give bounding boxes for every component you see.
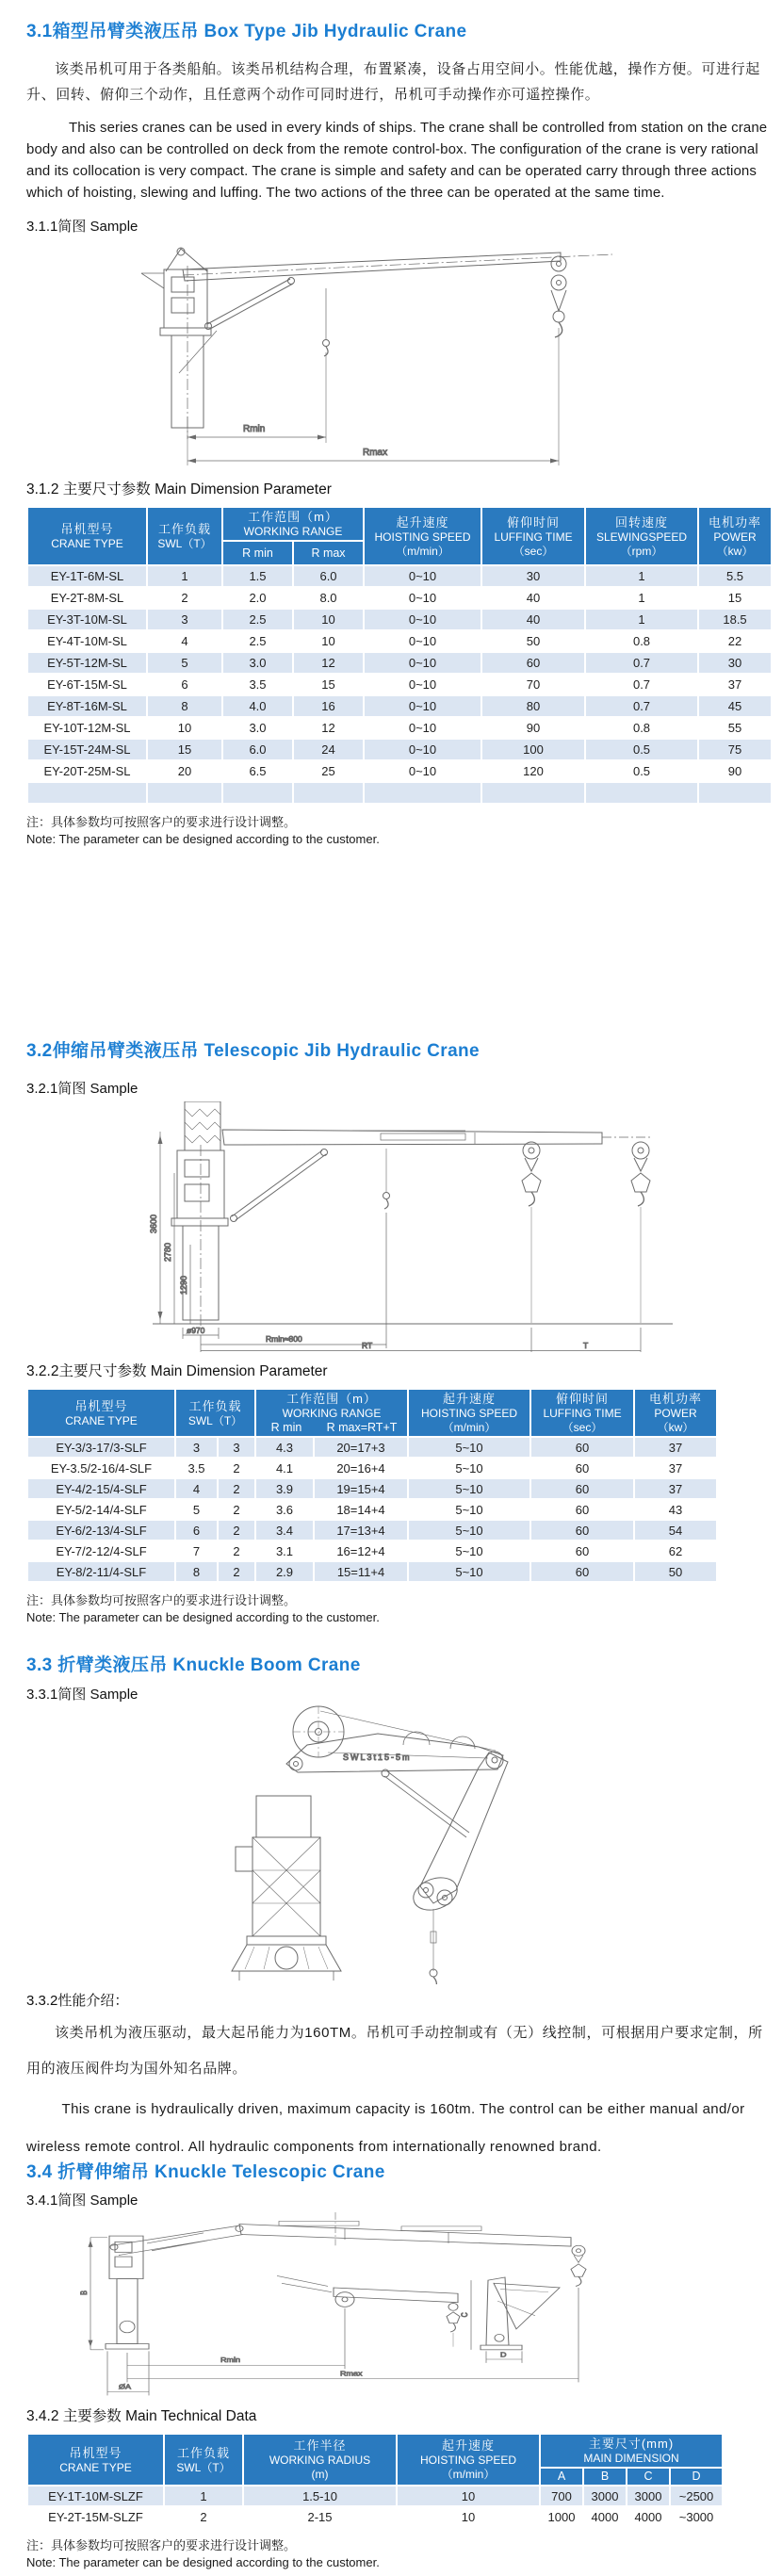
dim-oa-label: ØA xyxy=(119,2383,131,2391)
table-cell: 40 xyxy=(481,609,585,630)
main-technical-data-table xyxy=(26,2433,724,2528)
table-note xyxy=(26,2537,769,2571)
table-cell: 4.0 xyxy=(222,695,293,717)
table-cell: 50 xyxy=(481,630,585,652)
table-cell: ~3000 xyxy=(670,2506,723,2527)
table-cell: 60 xyxy=(481,652,585,674)
header-dim-c: C xyxy=(627,2468,670,2486)
table-cell: EY-6T-15M-SL xyxy=(27,674,147,695)
main-dimension-table-2 xyxy=(26,1388,718,1583)
table-row xyxy=(27,717,772,739)
section-title: 3.4 折臂伸缩吊 Knuckle Telescopic Crane xyxy=(26,2162,385,2182)
table-cell: 2 xyxy=(218,1478,255,1499)
table-cell: 20 xyxy=(147,760,222,782)
header-hoisting-speed: 起升速度 HOISTING SPEED （m/min） xyxy=(397,2434,540,2486)
header-crane-type: 吊机型号 CRANE TYPE xyxy=(27,1389,175,1437)
table-cell: 60 xyxy=(530,1458,634,1478)
table-cell: 3000 xyxy=(583,2486,627,2506)
table-cell: 4000 xyxy=(583,2506,627,2527)
header-crane-type: 吊机型号 CRANE TYPE xyxy=(27,507,147,565)
header-power: 电机功率 POWER （kw） xyxy=(698,507,772,565)
table-cell: 8 xyxy=(175,1561,218,1582)
table-cell: EY-8T-16M-SL xyxy=(27,695,147,717)
rmax-dimension-label: Rmax xyxy=(363,448,388,458)
table-cell: EY-4T-10M-SL xyxy=(27,630,147,652)
performance-paragraph-english: This crane is hydraulically driven, maximum capacity is 160tm. The control can be either manual and/or wireless remote control. All hydraulic components from internationally renowned brand. xyxy=(26,2101,745,2155)
section-telescopic-jib-crane xyxy=(0,1036,782,1626)
table-cell: 2 xyxy=(218,1561,255,1582)
table-cell: 6 xyxy=(175,1520,218,1541)
table-cell: 1 xyxy=(164,2486,243,2506)
sample-label: 3.3.1简图 Sample xyxy=(26,1687,138,1703)
header-swl: 工作负载 SWL（T） xyxy=(164,2434,243,2486)
table-cell: 5~10 xyxy=(408,1541,530,1561)
table-cell: 19=15+4 xyxy=(314,1478,408,1499)
table-cell: 0~10 xyxy=(364,717,481,739)
table-cell xyxy=(698,782,772,804)
table-row xyxy=(27,2506,723,2527)
note-chinese: 注：具体参数均可按照客户的要求进行设计调整。 xyxy=(26,2538,297,2552)
header-power: 电机功率 POWER （kw） xyxy=(634,1389,717,1437)
dim-1290-label: 1290 xyxy=(179,1275,188,1295)
table-cell: EY-5/2-14/4-SLF xyxy=(27,1499,175,1520)
table-cell: 60 xyxy=(530,1478,634,1499)
table-row xyxy=(27,1520,717,1541)
table-cell: 1.5 xyxy=(222,565,293,587)
table-cell: 0~10 xyxy=(364,674,481,695)
table-cell: 10 xyxy=(147,717,222,739)
table-cell: 2 xyxy=(218,1520,255,1541)
table-cell: 1 xyxy=(585,609,698,630)
table-cell: 30 xyxy=(698,652,772,674)
table-cell: 100 xyxy=(481,739,585,760)
table-cell: 120 xyxy=(481,760,585,782)
table-cell: 5~10 xyxy=(408,1561,530,1582)
section-title: 3.3 折臂类液压吊 Knuckle Boom Crane xyxy=(26,1655,361,1675)
table-cell: 6.5 xyxy=(222,760,293,782)
table-cell: 0~10 xyxy=(364,609,481,630)
header-dim-d: D xyxy=(670,2468,723,2486)
header-luffing-time: 俯仰时间 LUFFING TIME （sec） xyxy=(530,1389,634,1437)
table-cell: 5~10 xyxy=(408,1478,530,1499)
table-title: 3.4.2 主要参数 Main Technical Data xyxy=(26,2408,257,2424)
table-cell: 700 xyxy=(540,2486,583,2506)
sample-label: 3.1.1简图 Sample xyxy=(26,219,138,235)
table-row xyxy=(27,587,772,609)
table-row xyxy=(27,1499,717,1520)
table-cell: 30 xyxy=(481,565,585,587)
table-cell: 3.4 xyxy=(255,1520,314,1541)
table-cell: 7 xyxy=(175,1541,218,1561)
table-cell: 0~10 xyxy=(364,739,481,760)
table-cell: 0~10 xyxy=(364,695,481,717)
header-working-radius: 工作半径 WORKING RADIUS (m) xyxy=(243,2434,397,2486)
table-cell: 2-15 xyxy=(243,2506,397,2527)
table-cell: 24 xyxy=(293,739,364,760)
table-cell: EY-5T-12M-SL xyxy=(27,652,147,674)
table-cell: 12 xyxy=(293,652,364,674)
table-row xyxy=(27,1478,717,1499)
table-cell xyxy=(293,782,364,804)
table-cell: 3 xyxy=(218,1437,255,1458)
table-cell: 16 xyxy=(293,695,364,717)
table-cell: 5 xyxy=(147,652,222,674)
table-row xyxy=(27,695,772,717)
table-cell: 0~10 xyxy=(364,587,481,609)
table-cell: 0~10 xyxy=(364,760,481,782)
dim-t-label: T xyxy=(583,1341,589,1350)
table-row xyxy=(27,1437,717,1458)
dim-rmax-label: Rmax xyxy=(340,2370,363,2378)
header-hoisting-speed: 起升速度 HOISTING SPEED （m/min） xyxy=(364,507,481,565)
table-row xyxy=(27,1458,717,1478)
table-cell: 5 xyxy=(175,1499,218,1520)
table-cell: 4 xyxy=(175,1478,218,1499)
dim-2780-label: 2780 xyxy=(163,1242,172,1262)
table-cell: 5~10 xyxy=(408,1458,530,1478)
knuckle-telescopic-crane-drawing xyxy=(62,2212,684,2397)
header-working-range: 工作范围（m） WORKING RANGE R min R max=RT+T xyxy=(255,1389,408,1437)
header-main-dimension: 主要尺寸(mm) MAIN DIMENSION xyxy=(540,2434,723,2468)
header-working-range: 工作范围（m） WORKING RANGE xyxy=(222,507,364,541)
section-title: 3.1箱型吊臂类液压吊 Box Type Jib Hydraulic Crane xyxy=(26,22,467,41)
table-row xyxy=(27,1561,717,1582)
table-cell: 22 xyxy=(698,630,772,652)
header-hoisting-speed: 起升速度 HOISTING SPEED （m/min） xyxy=(408,1389,530,1437)
table-cell: 4 xyxy=(147,630,222,652)
table-cell: 3.5 xyxy=(222,674,293,695)
table-cell: 0.8 xyxy=(585,630,698,652)
table-cell: EY-3.5/2-16/4-SLF xyxy=(27,1458,175,1478)
table-cell: 0.7 xyxy=(585,652,698,674)
table-cell: 2 xyxy=(218,1499,255,1520)
table-cell: 3.1 xyxy=(255,1541,314,1561)
table-cell: 4.3 xyxy=(255,1437,314,1458)
table-cell: 60 xyxy=(530,1541,634,1561)
table-cell: 0.7 xyxy=(585,674,698,695)
note-english: Note: The parameter can be designed according to the customer. xyxy=(26,832,380,846)
header-r-min: R min xyxy=(270,1421,302,1434)
table-cell: 54 xyxy=(634,1520,717,1541)
table-row xyxy=(27,782,772,804)
table-cell: 15 xyxy=(698,587,772,609)
table-cell: 5.5 xyxy=(698,565,772,587)
table-cell: 90 xyxy=(481,717,585,739)
sample-label: 3.2.1简图 Sample xyxy=(26,1081,138,1097)
table-cell: 70 xyxy=(481,674,585,695)
table-cell: ~2500 xyxy=(670,2486,723,2506)
dim-3600-label: 3600 xyxy=(149,1214,158,1233)
header-crane-type: 吊机型号 CRANE TYPE xyxy=(27,2434,164,2486)
note-english: Note: The parameter can be designed according to the customer. xyxy=(26,1610,380,1624)
table-cell: 6 xyxy=(147,674,222,695)
dim-rmin-label: Rmin≈800 xyxy=(266,1334,302,1344)
table-cell: 6.0 xyxy=(293,565,364,587)
dim-rt-label: RT xyxy=(362,1341,373,1350)
table-cell: 3000 xyxy=(627,2486,670,2506)
table-cell: EY-10T-12M-SL xyxy=(27,717,147,739)
table-cell: 0.7 xyxy=(585,695,698,717)
header-slewing-speed: 回转速度 SLEWINGSPEED （rpm） xyxy=(585,507,698,565)
table-cell: 0.5 xyxy=(585,760,698,782)
table-cell xyxy=(147,782,222,804)
table-cell: 40 xyxy=(481,587,585,609)
table-cell: 0.8 xyxy=(585,717,698,739)
table-cell: EY-2T-15M-SLZF xyxy=(27,2506,164,2527)
table-cell: 3.9 xyxy=(255,1478,314,1499)
table-body xyxy=(27,565,772,804)
table-cell: 60 xyxy=(530,1561,634,1582)
table-cell: 18.5 xyxy=(698,609,772,630)
table-cell xyxy=(585,782,698,804)
table-cell: 2.9 xyxy=(255,1561,314,1582)
table-cell: EY-1T-6M-SL xyxy=(27,565,147,587)
dim-970-label: ø970 xyxy=(187,1326,205,1335)
table-note xyxy=(26,814,769,848)
table-cell xyxy=(27,782,147,804)
table-cell: 25 xyxy=(293,760,364,782)
table-cell: 62 xyxy=(634,1541,717,1561)
table-cell: 1 xyxy=(585,587,698,609)
note-chinese: 注：具体参数均可按照客户的要求进行设计调整。 xyxy=(26,1593,297,1607)
table-cell xyxy=(481,782,585,804)
section-title: 3.2伸缩吊臂类液压吊 Telescopic Jib Hydraulic Crane xyxy=(26,1041,481,1061)
table-cell: 60 xyxy=(530,1499,634,1520)
header-swl: 工作负载 SWL（T） xyxy=(175,1389,255,1437)
table-cell: 1000 xyxy=(540,2506,583,2527)
table-cell: EY-20T-25M-SL xyxy=(27,760,147,782)
rmin-dimension-label: Rmin xyxy=(243,424,266,434)
table-cell xyxy=(364,782,481,804)
table-row xyxy=(27,2486,723,2506)
table-title: 3.1.2 主要尺寸参数 Main Dimension Parameter xyxy=(26,481,332,497)
table-cell: 2.5 xyxy=(222,609,293,630)
table-cell: 60 xyxy=(530,1520,634,1541)
performance-paragraph-chinese: 该类吊机为液压驱动，最大起吊能力为160TM。吊机可手动控制或有（无）线控制，可根据用户要求定制，所用的液压阀件均为国外知名品牌。 xyxy=(26,2025,763,2077)
dim-c-label: C xyxy=(460,2312,470,2318)
dim-rmin-label: Rmin xyxy=(220,2356,240,2364)
table-row xyxy=(27,565,772,587)
knuckle-boom-crane-drawing xyxy=(222,1705,533,1984)
table-body xyxy=(27,1437,717,1582)
table-cell: 2 xyxy=(218,1458,255,1478)
table-cell: EY-4/2-15/4-SLF xyxy=(27,1478,175,1499)
table-cell: 0~10 xyxy=(364,630,481,652)
table-cell: 16=12+4 xyxy=(314,1541,408,1561)
table-cell: 1 xyxy=(147,565,222,587)
table-cell: 0.5 xyxy=(585,739,698,760)
table-row xyxy=(27,739,772,760)
table-cell: 4.1 xyxy=(255,1458,314,1478)
table-row xyxy=(27,674,772,695)
table-cell: EY-2T-8M-SL xyxy=(27,587,147,609)
table-cell: 8 xyxy=(147,695,222,717)
table-cell: EY-8/2-11/4-SLF xyxy=(27,1561,175,1582)
table-title: 3.2.2主要尺寸参数 Main Dimension Parameter xyxy=(26,1363,328,1379)
header-r-max: R max xyxy=(293,541,364,565)
table-cell: 2 xyxy=(147,587,222,609)
header-swl: 工作负载 SWL（T） xyxy=(147,507,222,565)
table-cell: 3.0 xyxy=(222,717,293,739)
table-cell: 3.5 xyxy=(175,1458,218,1478)
table-cell: 60 xyxy=(530,1437,634,1458)
table-cell: 8.0 xyxy=(293,587,364,609)
table-cell: 15 xyxy=(147,739,222,760)
table-cell: 37 xyxy=(634,1478,717,1499)
table-cell: 2 xyxy=(164,2506,243,2527)
section-box-type-jib-crane xyxy=(0,17,782,848)
table-cell: 75 xyxy=(698,739,772,760)
table-cell: EY-3/3-17/3-SLF xyxy=(27,1437,175,1458)
table-cell: 15 xyxy=(293,674,364,695)
table-cell: 2.0 xyxy=(222,587,293,609)
table-cell: 3.6 xyxy=(255,1499,314,1520)
table-cell: 17=13+4 xyxy=(314,1520,408,1541)
table-row xyxy=(27,652,772,674)
table-row xyxy=(27,630,772,652)
table-row xyxy=(27,1541,717,1561)
table-cell: 5~10 xyxy=(408,1520,530,1541)
table-cell: 2 xyxy=(218,1541,255,1561)
table-cell: 43 xyxy=(634,1499,717,1520)
dim-b-label: B xyxy=(79,2291,90,2295)
table-cell: 3 xyxy=(175,1437,218,1458)
table-cell xyxy=(222,782,293,804)
table-cell: 90 xyxy=(698,760,772,782)
table-row xyxy=(27,609,772,630)
table-cell: EY-3T-10M-SL xyxy=(27,609,147,630)
table-cell: EY-1T-10M-SLZF xyxy=(27,2486,164,2506)
swl-marking-label: SWL3t15-5m xyxy=(343,1753,412,1762)
header-dim-a: A xyxy=(540,2468,583,2486)
table-cell: 4000 xyxy=(627,2506,670,2527)
table-cell: 5~10 xyxy=(408,1437,530,1458)
sample-label: 3.4.1简图 Sample xyxy=(26,2193,138,2209)
section-knuckle-boom-crane xyxy=(0,1651,782,2166)
table-cell: 10 xyxy=(397,2486,540,2506)
table-row xyxy=(27,760,772,782)
table-cell: 12 xyxy=(293,717,364,739)
table-cell: EY-15T-24M-SL xyxy=(27,739,147,760)
note-english: Note: The parameter can be designed according to the customer. xyxy=(26,2555,380,2569)
telescopic-jib-crane-drawing xyxy=(70,1101,682,1352)
intro-paragraph-chinese: 该类吊机可用于各类船舶。该类吊机结构合理，布置紧凑，设备占用空间小。性能优越，操作方便。可进行起升、回转、俯仰三个动作，且任意两个动作可同时进行，吊机可手动操作亦可遥控操作。 xyxy=(26,61,760,103)
table-cell: 10 xyxy=(293,630,364,652)
table-cell: 3.0 xyxy=(222,652,293,674)
table-cell: 0~10 xyxy=(364,652,481,674)
table-note xyxy=(26,1592,769,1626)
table-cell: 3 xyxy=(147,609,222,630)
table-cell: 1 xyxy=(585,565,698,587)
intro-paragraph-english: This series cranes can be used in every kinds of ships. The crane shall be controlled from station on the crane body and also can be controlled on deck from the remote control-box. The configuration of the crane is very rational and its collocation is very compact. The crane is simple and safety and can be operated carry through three actions which of hoisting, slewing and luffing. The two actions of the three can be operated at the same time. xyxy=(26,120,768,201)
header-dim-b: B xyxy=(583,2468,627,2486)
table-cell: 20=17+3 xyxy=(314,1437,408,1458)
table-cell: EY-6/2-13/4-SLF xyxy=(27,1520,175,1541)
table-cell: 10 xyxy=(293,609,364,630)
box-jib-crane-drawing xyxy=(85,241,650,470)
table-cell: 80 xyxy=(481,695,585,717)
table-cell: 15=11+4 xyxy=(314,1561,408,1582)
main-dimension-table-1 xyxy=(26,506,773,805)
table-cell: 5~10 xyxy=(408,1499,530,1520)
table-cell: 0~10 xyxy=(364,565,481,587)
section-knuckle-telescopic-crane xyxy=(0,2158,782,2571)
table-cell: 2.5 xyxy=(222,630,293,652)
table-cell: 6.0 xyxy=(222,739,293,760)
table-cell: 37 xyxy=(634,1458,717,1478)
table-cell: 50 xyxy=(634,1561,717,1582)
table-cell: 10 xyxy=(397,2506,540,2527)
table-cell: 20=16+4 xyxy=(314,1458,408,1478)
table-body xyxy=(27,2486,723,2527)
table-cell: 18=14+4 xyxy=(314,1499,408,1520)
table-cell: 37 xyxy=(634,1437,717,1458)
table-cell: 37 xyxy=(698,674,772,695)
header-r-max: R max=RT+T xyxy=(326,1421,398,1434)
table-cell: 55 xyxy=(698,717,772,739)
table-cell: 1.5-10 xyxy=(243,2486,397,2506)
performance-title: 3.3.2性能介绍： xyxy=(26,1993,129,2009)
header-luffing-time: 俯仰时间 LUFFING TIME （sec） xyxy=(481,507,585,565)
header-r-min: R min xyxy=(222,541,293,565)
note-chinese: 注：具体参数均可按照客户的要求进行设计调整。 xyxy=(26,815,297,829)
table-cell: 45 xyxy=(698,695,772,717)
dim-d-label: D xyxy=(500,2351,507,2359)
table-cell: EY-7/2-12/4-SLF xyxy=(27,1541,175,1561)
